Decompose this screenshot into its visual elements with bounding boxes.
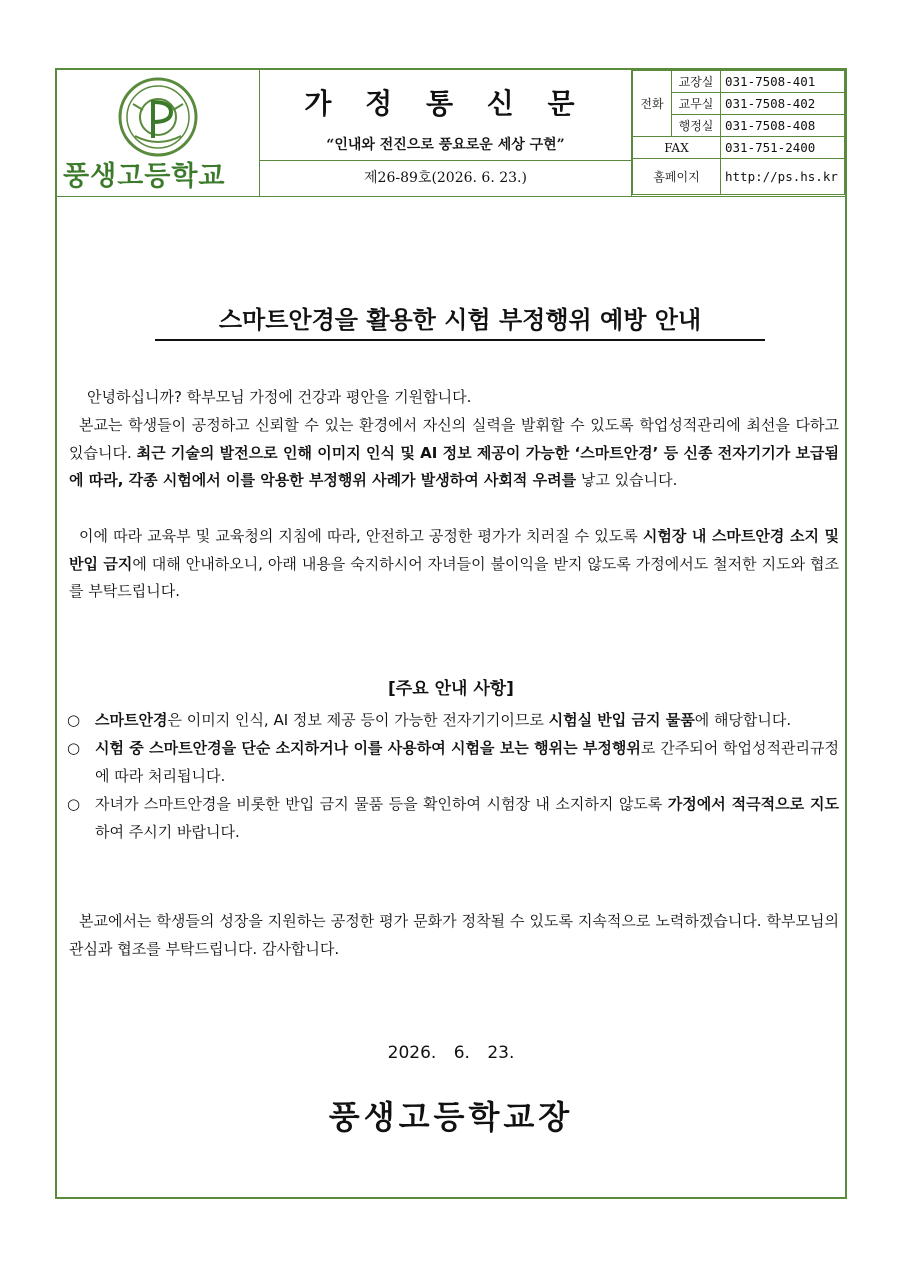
notice-bullets	[67, 706, 839, 846]
contact-row	[633, 71, 845, 93]
contact-label: 교장실	[672, 71, 721, 93]
bullet-emphasis: 시험 중 스마트안경을 단순 소지하거나 이를 사용하여 시험을 보는 행위는 부정행위	[95, 739, 641, 757]
document-frame	[55, 68, 847, 1199]
bullet-text: 은 이미지 인식, AI 정보 제공 등이 가능한 전자기기이므로	[167, 711, 549, 729]
homepage-link[interactable]: http://ps.hs.kr	[721, 159, 845, 195]
fax-value: 031-751-2400	[721, 137, 845, 159]
intro-text: 본교는 학생들이 공정하고 신뢰할 수 있는 환경에서 자신의 실력을 발휘할 수 있도록 학업성적관리에 최선을 다하고 있습니다.	[69, 416, 839, 462]
bullet-circle-icon: ○	[67, 739, 81, 757]
bullet-text: 하여 주시기 바랍니다.	[95, 823, 240, 841]
guidance-text: 이에 따라 교육부 및 교육청의 지침에 따라, 안전하고 공정한 평가가 치러질 수 있도록	[79, 527, 643, 545]
intro-emphasis: 최근 기술의 발전으로 인해 이미지 인식 및 AI 정보 제공이 가능한 ‘스마트안경’ 등 신종 전자기기가 보급됨에 따라, 각종 시험에서 이를 악용한 부정행위 사례가 발생하여 사회적 우려를	[69, 443, 839, 489]
homepage-label: 홈페이지	[633, 159, 721, 195]
intro-paragraph	[69, 412, 839, 495]
list-item	[67, 734, 839, 790]
contact-table	[632, 70, 845, 195]
issue-number: 제26-89호(2026. 6. 23.)	[260, 161, 632, 196]
letterhead	[57, 70, 845, 197]
notice-title: 스마트안경을 활용한 시험 부정행위 예방 안내	[155, 300, 765, 341]
newsletter-title: 가 정 통 신 문	[304, 87, 587, 120]
school-emblem-icon	[113, 76, 203, 158]
bullet-text: 로 간주되어 학업성적관리규정에 따라 처리됩니다.	[95, 739, 839, 785]
list-item	[67, 790, 839, 846]
fax-row	[633, 137, 845, 159]
guidance-text-end: 에 대해 안내하오니, 아래 내용을 숙지하시어 자녀들이 불이익을 받지 않도록 가정에서도 철저한 지도와 협조를 부탁드립니다.	[69, 554, 839, 600]
logo-cell	[57, 70, 260, 196]
bullet-text: 자녀가 스마트안경을 비롯한 반입 금지 물품 등을 확인하여 시험장 내 소지하지 않도록	[95, 795, 668, 813]
principal-signature: 풍생고등학교장	[328, 1098, 574, 1136]
homepage-row	[633, 159, 845, 195]
closing-paragraph: 본교에서는 학생들의 성장을 지원하는 공정한 평가 문화가 정착될 수 있도록 지속적으로 노력하겠습니다. 학부모님의 관심과 협조를 부탁드립니다. 감사합니다.	[69, 912, 839, 958]
contact-value: 031-7508-401	[721, 71, 845, 93]
contact-value: 031-7508-402	[721, 93, 845, 115]
bullet-emphasis: 시험실 반입 금지 물품	[548, 711, 695, 729]
contact-label: 교무실	[672, 93, 721, 115]
issue-date: 2026. 6. 23.	[387, 1043, 515, 1063]
school-motto: “인내와 전진으로 풍요로운 세상 구현”	[326, 137, 565, 153]
school-name: 풍생고등학교	[63, 161, 226, 192]
greeting-paragraph: 안녕하십니까? 학부모님 가정에 건강과 평안을 기원합니다.	[87, 388, 472, 406]
contact-value: 031-7508-408	[721, 115, 845, 137]
guidance-paragraph	[69, 523, 839, 606]
bullet-text: 에 해당합니다.	[694, 711, 792, 729]
intro-text-end: 낳고 있습니다.	[576, 471, 678, 489]
title-cell	[260, 70, 632, 161]
bullet-emphasis: 가정에서 적극적으로 지도	[667, 795, 839, 813]
section-title: [주요 안내 사항]	[388, 679, 514, 699]
bullet-circle-icon: ○	[67, 795, 81, 813]
fax-label: FAX	[633, 137, 721, 159]
guidance-emphasis: 시험장 내 스마트안경 소지 및 반입 금지	[69, 527, 839, 573]
bullet-emphasis: 스마트안경	[95, 711, 168, 729]
phone-label: 전화	[633, 71, 672, 137]
list-item	[67, 706, 839, 734]
bullet-circle-icon: ○	[67, 711, 81, 729]
contact-label: 행정실	[672, 115, 721, 137]
